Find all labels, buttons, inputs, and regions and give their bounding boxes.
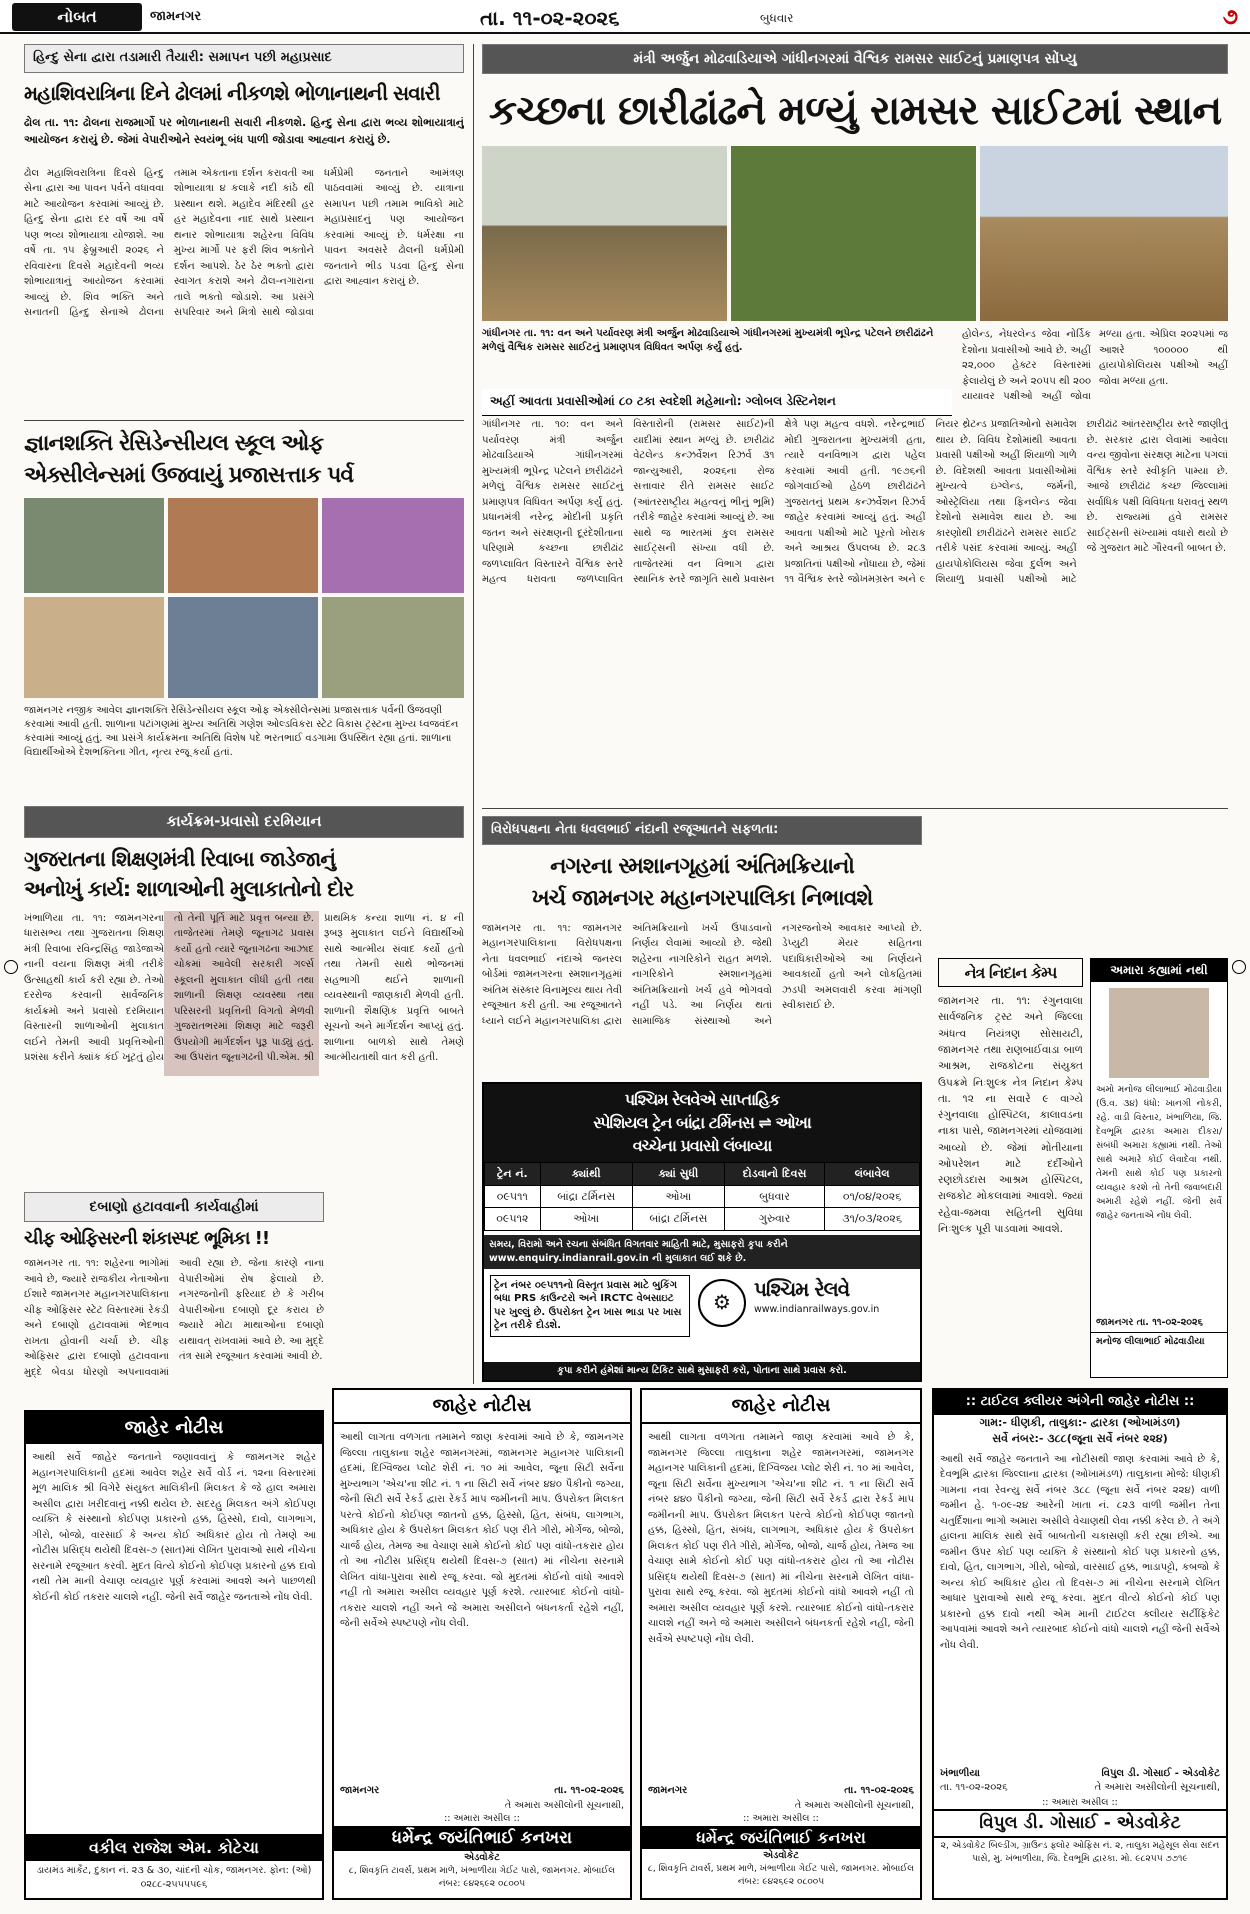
story-headline-2: એક્સીલેન્સમાં ઉજવાયું પ્રજાસત્તાક પર્વ: [24, 462, 354, 488]
story-crematorium: [482, 816, 922, 1076]
table-row: [485, 1185, 920, 1208]
story-kicker: વિરોધપક્ષના નેતા ધવલભાઈ નંદાની રજૂઆતને સફળતા:: [482, 816, 922, 845]
rail-table: [484, 1162, 920, 1232]
disclaimer-notice: [1090, 958, 1228, 1378]
notice-sub-2: સર્વે નંબર:- ૩૮૮(જૂના સર્વે નંબર ૨૨૪): [992, 1431, 1168, 1445]
col-day: દોડવાનો દિવસ: [724, 1162, 824, 1185]
story-lead: ઢોલ તા. ૧૧: ઢોલના રાજમાર્ગો પર ભોળાનાથની સવારી નીકળશે. હિન્દુ સેના દ્વારા ભવ્ય શોભાયાત્રાનું આયોજન કરાયું છે. જેમાં વેપારીઓને સ્વયંભૂ બંધ પાળી જોડાવા આહ્વાન કરાયું છે.: [24, 115, 464, 146]
rail-website: www.indianrailways.gov.in: [754, 1303, 880, 1315]
school-photo-5: [168, 597, 318, 698]
rail-brand: પશ્ચિમ રેલવે: [754, 1276, 850, 1301]
notice-address: ડાયમંડ માર્કેટ, દુકાન નં. ૨૩ & ૩૦, ચાંદની ચોક, જામનગર. ફોન: (ઓ) ૦૨૮૮-૨૫૫૫૫૯૬: [36, 1865, 312, 1891]
story-headline-2: ખર્ચ જામનગર મહાનગરપાલિકા નિભાવશે: [531, 885, 873, 911]
rail-title-3: વચ્ચેના પ્રવાસો લંબાવ્યા: [632, 1136, 772, 1156]
notice-date: તા. ૧૧-૦૨-૨૦૨૬: [940, 1782, 1008, 1794]
flamingo-photo: [980, 146, 1228, 321]
col-from: ક્યાંથી: [540, 1162, 632, 1185]
notice-client-label: :: અમારા અસીલ ::: [743, 1813, 819, 1825]
notice-body: આથી સર્વે જાહેર જનતાને જણાવવાનું કે જામનગર શહેર મહાનગરપાલિકાની હદમાં આવેલ શહેર સર્વે વોર્ડ નં. ૧૨ના વિસ્તારમાં મૂળ માલિક શ્રી વિગેરે સંયુક્ત માલિકીની મિલકત કે જે હાલ અમારા અસીલ દ્વારા ખરીદવાનું નક્કી થયેલ છે. સદરહુ મિલકત અંગે કોઈપણ વ્યક્તિ કે સંસ્થાનો કોઈપણ પ્રકારનો હક્ક, હિસ્સો, દાવો, લાગભાગ, ગીરો, બોજો, વારસાઈ કે અન્ય કોઈ અધિકાર હોય તો તેમણે આ નોટીસ પ્રસિદ્ધ થયેથી દિવસ-૭ (સાત)માં લેખિત પુરાવાઓ સાથે નીચેના સરનામે રજૂઆત કરવી. મુદત વિત્યે કોઈનો કોઈપણ પ્રકારનો હક્ક દાવો નથી તેમ માની વેચાણ વ્યવહાર પૂર્ણ કરવામાં આવશે અને પાછળથી કોઈની કોઈ તકરાર ચાલશે નહીં. જેની સર્વે જાહેર જનતાએ નોંધ લેવી.: [32, 1452, 316, 1603]
story-headline: ચીફ ઓફિસરની શંકાસ્પદ ભૂમિકા !!: [24, 1228, 270, 1250]
public-notice-mid-1: [332, 1388, 632, 1900]
cell: ૦૯૫૧૨: [485, 1208, 541, 1231]
registration-mark-icon: [1232, 960, 1246, 974]
story-shivratri: [24, 44, 464, 414]
public-notice-left: [24, 1410, 324, 1900]
notice-place: જામનગર: [648, 1785, 688, 1797]
notice-title: જાહેર નોટીસ: [26, 1412, 322, 1444]
registration-mark-icon: [4, 960, 18, 974]
notice-signer: ધર્મેન્દ્ર જયંતિભાઈ કનખરા: [334, 1826, 630, 1851]
notice-title: જાહેર નોટીસ: [642, 1390, 920, 1424]
notice-client-label: :: અમારા અસીલ ::: [444, 1813, 520, 1825]
story-banner: મંત્રી અર્જુન મોઢવાડિયાએ ગાંધીનગરમાં વૈશ્વિક રામસર સાઈટનું પ્રમાણપત્ર સોંપ્યુ: [482, 44, 1228, 74]
story-kicker: કાર્યક્રમ-પ્રવાસો દરમિયાન: [24, 806, 464, 838]
cell: ઓખા: [540, 1208, 632, 1231]
story-rivaba: [24, 806, 464, 1186]
edition-label: જામનગર: [150, 9, 202, 24]
railway-advert: [482, 1082, 922, 1382]
cell: ૩૧/૦૩/૨૦૨૬: [825, 1208, 920, 1231]
story-body: જામનગર તા. ૧૧: જામનગર મહાનગરપાલિકાના વિરોધપક્ષના નેતા ધવલભાઈ નંદાએ જનરલ બોર્ડમાં જામનગરના સ્મશાનગૃહમાં અંતિમ સંસ્કાર વિનામૂલ્ય થાય તેવી રજૂઆત કરી હતી. આ રજૂઆતને ધ્યાને લઈને મહાનગરપાલિકા દ્વારા અંતિમક્રિયાનો ખર્ચ ઉપાડવાનો નિર્ણય લેવામાં આવ્યો છે. જેથી શહેરના નાગરિકોને રાહત મળશે. નાગરિકોને સ્મશાનગૃહમાં અંતિમક્રિયાનો ખર્ચ હવે ભોગવવો નહીં પડે. આ નિર્ણય થતાં સામાજિક સંસ્થાઓ અને નગરજનોએ આવકાર આપ્યો છે. ડેપ્યુટી મેયર સહિતના પદાધિકારીઓએ આ નિર્ણયને આવકાર્યો હતો અને લોકહિતમાં ઝડપી અમલવારી કરવા માંગણી સ્વીકારાઈ છે.: [482, 922, 922, 1027]
story-kicker: હિન્દુ સેના દ્વારા તડામારી તૈયારી: સમાપન પછી મહાપ્રસાદ: [24, 44, 464, 73]
story-body: ખંભાળિયા તા. ૧૧: જામનગરના ધારાસભ્ય તથા ગુજરાતના શિક્ષણ મંત્રી રિવાબા રવિન્દ્રસિંહ જાડેજાએ નાની વયના શિક્ષણ મંત્રી તરીકે ઉત્સાહથી કાર્ય કરી રહ્યા છે. તેઓ દરરોજ કરવાની સાર્વજનિક કાર્યક્રમો અને પ્રવાસો દરમિયાન વિસ્તારની શાળાઓની મુલાકાત લઈને તેમની આવી પ્રવૃત્તિઓની પ્રશંસા કરીને ક્યાંક કંઈ ખૂટતું હોય તો તેની પૂર્તિ માટે પ્રવૃત્ત બન્યા છે. તાજેતરમાં તેમણે જૂનાગઢ પ્રવાસ કર્યો હતો ત્યારે જૂનાગઢના આઝાદ ચોકમાં આવેલી સરકારી ગર્લ્સ સ્કૂલની મુલાકાત લીધી હતી તથા શાળાની શિક્ષણ વ્યવસ્થા તથા પરિસરની પ્રવૃત્તિની વિગતો મેળવી ગુજરાતભરમાં શિક્ષણ માટે જરૂરી ઉપયોગી માર્ગદર્શન પૂરૂ પાડ્યું હતું. આ ઉપરાંત જૂનાગઢની પી.એમ. શ્રી પ્રાથમિક કન્યા શાળા નં. ૪ ની રૂબરૂ મુલાકાત લઈને વિદ્યાર્થીઓ સાથે આત્મીય સંવાદ કર્યો હતો તથા તેમની સાથે ભોજનમાં સહભાગી થઈને શાળાની વ્યવસ્થાની જાણકારી મેળવી હતી. શાળાની શૈક્ષણિક પ્રવૃત્તિ બાબતે સૂચનો અને માર્ગદર્શન આપ્યું હતું. શાળાના બાળકો સાથે તેમણે આત્મીયતાથી વાત કરી હતી.: [24, 912, 464, 1064]
rail-title-2: સ્પેશિયલ ટ્રેન બાંદ્રા ટર્મિનસ ⇌ ઓખા: [593, 1113, 811, 1133]
public-notice-mid-2: [640, 1388, 922, 1900]
notice-date: તા. ૧૧-૦૨-૨૦૨૬: [554, 1785, 624, 1797]
masthead: [0, 0, 1250, 34]
notice-note: તે અમારા અસીલોની સૂચનાથી,: [1094, 1782, 1220, 1794]
notice-address: ૨, એડવોકેટ બિલ્ડીંગ, ગ્રાઉન્ડ ફ્લોર ઓફિસ નં. ૨, તાલુકા મહેસૂલ સેવા સદન પાસે, મુ. ખંભાળીયા, જિ. દેવભૂમિ દ્વારકા. મો. ૯૮૨૫૫ ૭૭૧૯: [940, 1841, 1220, 1865]
notice-place: ખંભાળીયા: [940, 1767, 980, 1779]
story-chief-officer: [24, 1192, 324, 1402]
story-school: [24, 428, 464, 788]
notice-body: આથી લાગતા વળગતા તમામને જાણ કરવામાં આવે છે કે, જામનગર જિલ્લા તાલુકાના શહેર જામનગરમાં, જામનગર મહાનગર પાલિકાની હદમાં, દિગ્વિજય પ્લોટ શેરી નં. ૧૦ માં આવેલ, જૂના સિટી સર્વેના મુખ્યભાગ 'એચ'ના શીટ નં. ૧ ના સિટી સર્વે નંબર ૪૪૦ પૈકીનો જગ્યા, જેની સિટી સર્વે રેકર્ડ દ્વારા રેકર્ડ માપ જમીનની માપ. ઉપરોક્ત મિલકત પરત્વે કોઈનો કોઈપણ જાતનો હક્ક, હિસ્સો, હિત, સંબંધ, લાગભાગ, અધિકાર હોય કે ઉપરોક્ત મિલકત કોઈ પણ રીતે ગીરો, મોર્ગેજ, બોજો, ચાર્જ હોય, તેમજ આ વેચાણ સામે કોઈનો કોઈ પણ વાંધો-તકરાર હોય તો આ નોટીસ પ્રસિદ્ધ થયેથી દિવસ-૭ (સાત) માં નીચેના સરનામે લેખિત વાંધા-પુરાવા સાથે રજૂ કરવા. જો મુદતમાં કોઈનો વાંધો આવશે નહીં તો અમારા અસીલ વ્યવહાર પૂર્ણ કરશે. ત્યારબાદ કોઈનો વાંધો-તકરાર ચાલશે નહીં અને જે અમારા અસીલને બંધનકર્તા રહેશે નહીં, જેની સર્વેએ સ્પષ્ટપણે નોંધ લેવી.: [648, 1432, 914, 1645]
notice-place: જામનગર: [340, 1785, 380, 1797]
story-body: ગાંધીનગર તા. ૧૦: વન અને પર્યાવરણ મંત્રી અર્જુન મોઢવાડિયાએ ગાંધીનગરમાં મુખ્યમંત્રી ભૂપેન્દ્ર પટેલને છારીઢાંઢને મળેલું વૈશ્વિક રામસર સાઈટનું પ્રમાણપત્ર વિધિવત અર્પણ કર્યું હતું. પ્રધાનમંત્રી નરેન્દ્ર મોદીની પ્રકૃતિ જતન અને સંરક્ષણની દૂરંદેશીતાના પરિણામે કચ્છના છારીઢાંઢ જળપ્લાવિત વિસ્તારને વૈશ્વિક સ્તરે મહત્વ ધરાવતા જળપ્લાવિત વિસ્તારોની (રામસર સાઈટ)ની યાદીમાં સ્થાન મળ્યું છે. છારીઢાંઢ વેટલેન્ડ કન્ઝર્વેશન રિઝર્વ ૩૧ જાન્યુઆરી, ૨૦૨૬ના રોજ સત્તાવાર રીતે રામસર સાઈટ (આંતરરાષ્ટ્રીય મહત્વનું ભીનું ભૂમિ) તરીકે જાહેર કરવામાં આવ્યું છે. આ સાથે જ ભારતમાં કુલ રામસર સાઈટ્સની સંખ્યા વધી છે. તાજેતરમાં વન વિભાગ દ્વારા સ્થાનિક સ્તરે જાગૃતિ સાથે પ્રવાસન ક્ષેત્રે પણ મહત્વ વધશે. નરેન્દ્રભાઈ મોદી ગુજરાતના મુખ્યમંત્રી હતા, ત્યારે વનવિભાગ દ્વારા પહેલ કરવામાં આવી હતી. ૧૯૭૬ની જોગવાઈઓ હેઠળ છારીઢાંઢને ગુજરાતનું પ્રથમ કન્ઝર્વેશન રિઝર્વ જાહેર કરવામાં આવ્યું હતું. અહીં આવતા પક્ષીઓ માટે પૂરતો ખોરાક અને આશ્રય ઉપલબ્ધ છે. ૨૮૩ પ્રજાતિનાં પક્ષીઓ નોંધાયા છે, જેમાં ૧૧ વૈશ્વિક સ્તરે જોખમગ્રસ્ત અને ૯ નિયર થ્રેટન્ડ પ્રજાતિઓનો સમાવેશ થાય છે. વિવિધ દેશોમાંથી આવતા પ્રવાસી પક્ષીઓ અહીં શિયાળો ગાળે છે. વિદેશથી આવતા પ્રવાસીઓમાં મુખ્યત્વે ઇંગ્લેન્ડ, જર્મની, ઓસ્ટ્રેલિયા તથા ફિનલેન્ડ જેવા દેશોનો સમાવેશ થાય છે. આ કારણોથી છારીઢાંઢને રામસર સાઈટ તરીકે પસંદ કરવામાં આવ્યું. અહીં હાયપોકોલિયસ જેવા દુર્લભ અને શિયાળુ પ્રવાસી પક્ષીઓ માટે છારીઢાંઢ આંતરરાષ્ટ્રીય સ્તરે જાણીતું છે. સરકાર દ્વારા લેવામાં આવેલા વન્ય જીવોના સંરક્ષણ માટેના પગલાં વૈશ્વિક સ્તરે સ્વીકૃતિ પામ્યા છે. આજે છારીઢાંઢ કચ્છ જિલ્લામાં સર્વાધિક પક્ષી વિવિધતા ધરાવતું સ્થળ છે. રાજ્યમાં હવે રામસર સાઈટ્સની સંખ્યામાં વધારો થયો છે જે ગુજરાત માટે ગૌરવની બાબત છે.: [482, 419, 1228, 586]
col-to: ક્યાં સુધી: [632, 1162, 724, 1185]
rail-footer: કૃપા કરીને હંમેશાં માન્ય ટિકિટ સાથે મુસાફરી કરો, પોતાના સાથે પ્રવાસ કરો.: [484, 1362, 920, 1380]
story-sidebar-text: હોલેન્ડ, નેધરલેન્ડ જેવા નોર્ડિક દેશોના પ્રવાસીઓ આવે છે. અહીં ૨૨,૦૦૦ હેક્ટર વિસ્તારમાં ફેલાયેલું છે અને ૨૦૫૫ થી ૨૦૦ યાયાવર પક્ષીઓ અહીં જોવા મળ્યા હતા. એપ્રિલ ૨૦૨૫માં જ આશરે ૧૦૦૦૦૦ થી હાયપોકોલિયસ પક્ષીઓ અહીં જોવા મળ્યા હતા.: [962, 329, 1228, 403]
notice-body: આથી લાગતા વળગતા તમામને જાણ કરવામાં આવે છે કે, જામનગર જિલ્લા તાલુકાના શહેર જામનગરમાં, જામનગર મહાનગર પાલિકાની હદમાં, દિગ્વિજય પ્લોટ શેરી નં. ૧૦ માં આવેલ, જૂના સિટી સર્વેના મુખ્યભાગ 'એચ'ના શીટ નં. ૧ ના સિટી સર્વે નંબર ૪૪૦ પૈકીનો જગ્યા, જેની સિટી સર્વે રેકર્ડ દ્વારા રેકર્ડ માપ જમીનની માપ. ઉપરોક્ત મિલકત પરત્વે કોઈનો કોઈપણ જાતનો હક્ક, હિસ્સો, હિત, સંબંધ, લાગભાગ, અધિકાર હોય કે ઉપરોક્ત મિલકત કોઈ પણ રીતે ગીરો, મોર્ગેજ, બોજો, ચાર્જ હોય, તેમજ આ વેચાણ સામે કોઈનો કોઈ પણ વાંધો-તકરાર હોય તો આ નોટીસ પ્રસિદ્ધ થયેથી દિવસ-૭ (સાત) માં નીચેના સરનામે લેખિત વાંધા-પુરાવા સાથે રજૂ કરવા. જો મુદતમાં કોઈનો વાંધો આવશે નહીં તો અમારા અસીલ વ્યવહાર પૂર્ણ કરશે. ત્યારબાદ કોઈનો વાંધો-તકરાર ચાલશે નહીં અને જે અમારા અસીલને બંધનકર્તા રહેશે નહીં, જેની સર્વેએ સ્પષ્ટપણે નોંધ લેવી.: [340, 1432, 624, 1630]
notice-note: તે અમારા અસીલોની સૂચનાથી,: [794, 1799, 914, 1811]
disclaimer-signer: મનોજ લીલાભાઈ મોઢવાડીયા: [1091, 1332, 1227, 1351]
cell: ૦૯૫૧૧: [485, 1185, 541, 1208]
notice-role: એડવોકેટ: [763, 1850, 799, 1862]
notice-signer: વકીલ રાજેશ એમ. કોટેચા: [26, 1834, 322, 1861]
notice-note: તે અમારા અસીલોની સૂચનાથી,: [504, 1799, 624, 1811]
rail-info: સમય, વિરામો અને રચના સંબંધિત વિગતવાર માહિતી માટે, મુસાફરો કૃપા કરીને www.enquiry.indianrail.gov.in ની મુલાકાત લઈ શકે છે.: [484, 1235, 920, 1269]
story-headline-2: અનોખું કાર્ય: શાળાઓની મુલાકાતોનો દોર: [24, 877, 354, 902]
notice-sub-1: ગામ:- ધીણકી, તાલુકા:- દ્વારકા (ઓખામંડળ): [979, 1415, 1181, 1429]
story-headline: જ્ઞાનશક્તિ રેસિડેન્સીયલ સ્કૂલ ઓફ: [24, 431, 324, 456]
notice-date: તા. ૧૧-૦૨-૨૦૨૬: [844, 1785, 914, 1797]
story-headline: કચ્છના છારીઢાંઢને મળ્યું રામસર સાઈટમાં સ્થાન: [488, 88, 1222, 135]
cell: બુધવાર: [724, 1185, 824, 1208]
school-photo-1: [24, 498, 164, 593]
notice-title: :: ટાઈટલ ક્લીયર અંગેની જાહેર નોટીસ ::: [934, 1390, 1226, 1415]
notice-signer: ધર્મેન્દ્ર જયંતિભાઈ કનખરા: [642, 1826, 920, 1849]
photo-collage: [24, 498, 464, 698]
notice-signer: વિપુલ ડી. ગોસાઈ - એડવોકેટ: [934, 1809, 1226, 1838]
notice-client-label: :: અમારા અસીલ ::: [1042, 1796, 1118, 1808]
column-divider: [473, 44, 474, 1384]
school-photo-4: [24, 597, 164, 698]
cell: ગુરુવાર: [724, 1208, 824, 1231]
newspaper-logo: નોબત: [12, 3, 142, 31]
col-extended: લંબાવેલ: [825, 1162, 920, 1185]
story-headline: નેત્ર નિદાન કેમ્પ: [938, 958, 1083, 987]
cell: ઓખા: [632, 1185, 724, 1208]
notice-role: એડવોકેટ: [464, 1851, 500, 1863]
divider: [482, 808, 1228, 809]
rail-title-1: પશ્ચિમ રેલવેએ સાપ્તાહિક: [624, 1090, 780, 1109]
cell: ૦૧/૦૪/૨૦૨૬: [825, 1185, 920, 1208]
notice-address: ૮, શિવકૃતિ ટાવર્સ, પ્રથમ માળે, ખંભાળીયા ગેઈટ પાસે, જામનગર. મોબાઈલ નંબર: ૯૪૨૬૯૨ ૦૮૦૦૫: [647, 1864, 915, 1888]
story-body: જામનગર તા. ૧૧: શહેરના ભાગોમાં આવે છે, જ્યારે રાજકીય નેતાઓના ઈશારે જામનગર મહાનગરપાલિકાના ચીફ ઓફિસર સ્ટેટ વિસ્તારમાં રેકડી અને દબાણો હટાવવામાં ભેદભાવ રાખતા હોવાની ચર્ચા છે. ચીફ ઓફિસર દ્વારા દબાણો હટાવવાના મુદ્દે બેવડા ધોરણો અપનાવવામાં આવી રહ્યા છે. જેના કારણે નાના વેપારીઓમાં રોષ ફેલાયો છે. નગરજનોની ફરિયાદ છે કે ગરીબ વેપારીઓના દબાણો દૂર કરાય છે જ્યારે મોટા માથાઓના દબાણો યથાવત્ રાખવામાં આવે છે. આ મુદ્દે તંત્ર સામે રજૂઆત કરવામાં આવી છે.: [24, 1258, 324, 1378]
disclaimer-place-date: જામનગર તા. ૧૧-૦૨-૨૦૨૬: [1096, 1317, 1203, 1329]
notice-address: ૮, શિવકૃતિ ટાવર્સ, પ્રથમ માળે, ખંભાળીયા ગેઈટ પાસે, જામનગર. મોબાઈલ નંબર: ૯૪૨૬૯૨ ૦૮૦૦૫: [348, 1865, 616, 1889]
story-headline: ગુજરાતના શિક્ષણમંત્રી રિવાબા જાડેજાનું: [24, 846, 336, 871]
landscape-photo: [482, 146, 727, 321]
story-headline: નગરના સ્મશાનગૃહમાં અંતિમક્રિયાનો: [550, 853, 854, 879]
story-subhead: અહીં આવતા પ્રવાસીઓમાં ૮૦ ટકા સ્વદેશી મહેમાનો: ગ્લોબલ ડેસ્ટિનેશન: [482, 389, 952, 415]
story-ramsar: [482, 44, 1228, 804]
disclaimer-title: અમારા કહ્યામાં નથી: [1091, 959, 1227, 982]
page-number: ૭: [1222, 5, 1238, 30]
cell: બાંદ્રા ટર્મિનસ: [632, 1208, 724, 1231]
disclaimer-body: અમો મનોજ લીલાભાઈ મોઢવાડીયા (ઉ.વ. ૩૪) ધંધો: ખાનગી નોકરી, રહે. વાડી વિસ્તાર, ખંભાળિયા, જિ. દેવભૂમિ દ્વારકા અમારા દીકરા/સંબંધી અમારા કહ્યામાં નથી. તેઓ સાથે અમારે કોઈ લેવાદેવા નથી. તેમની સાથે કોઈ પણ પ્રકારનો વ્યવહાર કરશે તો તેની જવાબદારી અમારી રહેશે નહીં. જેની સર્વે જાહેર જનતાએ નોંધ લેવી.: [1096, 1085, 1222, 1221]
story-body: ઢોલ મહાશિવરાત્રિના દિવસે હિન્દુ સેના દ્વારા આ પાવન પર્વને વધાવવા માટે આયોજન કરવામાં આવ્યું છે. હિન્દુ સેના દ્વારા દર વર્ષે આ વર્ષે પણ ભવ્ય શોભાયાત્રા યોજાશે. આ વર્ષે તા. ૧૫ ફેબ્રુઆરી ૨૦૨૬ ને રવિવારના દિવસે મહાદેવની ભવ્ય શોભાયાત્રાનું આયોજન કરવામાં આવ્યું છે. શિવ ભક્તિ અને સનાતની હિન્દુ સેનાએ ઢોલના તમામ એકતાના દર્શન કરાવતી આ શોભાયાત્રા ૪ કલાકે નદી કાંઠે થી પ્રસ્થાન થશે. મહાદેવ મંદિરથી હર હર મહાદેવના નાદ સાથે પ્રસ્થાન થનાર શોભાયાત્રા શહેરના વિવિધ મુખ્ય માર્ગો પર ફરી શિવ ભક્તોને દર્શન આપશે. ઠેર ઠેર ભક્તો દ્વારા સ્વાગત કરાશે અને ઢોલ-નગારાના તાલે ભક્તો જોડાશે. આ પ્રસંગે સપરિવાર અને મિત્રો સાથે જોડાવા ધર્મપ્રેમી જનતાને આમંત્રણ પાઠવવામાં આવ્યું છે. યાત્રાના સમાપન પછી તમામ ભાવિકો માટે મહાપ્રસાદનું પણ આયોજન કરવામાં આવ્યું છે. ધર્મરક્ષા ના પાવન અવસરે ઢોલની ધર્મપ્રેમી જનતાને ભીડ પડવા હિન્દુ સેના દ્વારા આહ્વાન કરાયું છે.: [24, 167, 464, 319]
bird-photo: [731, 146, 976, 321]
school-photo-2: [168, 498, 318, 593]
divider: [24, 420, 464, 421]
person-photo: [1109, 988, 1209, 1078]
school-photo-6: [322, 597, 464, 698]
photo-caption: જામનગર નજીક આવેલ જ્ઞાનશક્તિ રેસિડેન્સીયલ સ્કૂલ ઓફ એક્સીલેન્સમાં પ્રજાસત્તાક પર્વની ઉજવણી કરવામાં આવી હતી. શાળાના પટાંગણમાં મુખ્ય અતિથિ ગણેશ ઓલ્ડવિકરા સ્ટેટ વિકાસ ટ્રસ્ટના મુખ્ય ધ્વજવંદન કરવામાં આવ્યું હતું. આ પ્રસંગે કાર્યક્રમના અતિથિ વિશેષ પદે ભરતભાઈ વડગામા ઉપસ્થિત રહ્યા હતાં. શાળાના વિદ્યાર્થીઓએ દેશભક્તિના ગીત, નૃત્ય રજૂ કર્યા હતાં.: [24, 704, 459, 758]
issue-date: તા. ૧૧-૦૨-૨૦૨૬: [480, 6, 620, 30]
story-headline: મહાશિવરાત્રિના દિને ઢોલમાં નીકળશે ભોળાનાથની સવારી: [24, 80, 440, 105]
issue-day: બુધવાર: [760, 11, 794, 25]
story-body: જામનગર તા. ૧૧: રંગુનવાલા સાર્વજનિક ટ્રસ્ટ અને જિલ્લા અંધત્વ નિયંત્રણ સોસાયટી, જામનગર તથા રાણબાઈવાડા બાળ આશ્રમ, રાજકોટના સંયુક્ત ઉપક્રમે નિઃશુલ્ક નેત્ર નિદાન કેમ્પ તા. ૧૨ ના સવારે ૯ વાગ્યે રંગુનવાલા હોસ્પિટલ, કાલાવડના નાકા પાસે, જામનગરમાં યોજવામાં આવ્યો છે. જેમાં મોતીયાના ઓપરેશન માટે દર્દીઓને રણછોડદાસ આશ્રમ હોસ્પિટલ, રાજકોટ મોકલવામાં આવશે. જ્યાં રહેવા-જમવા સહિતની સુવિધા નિઃશુલ્ક પૂરી પાડવામાં આવશે.: [938, 995, 1083, 1235]
railway-emblem-icon: ⚙: [698, 1279, 746, 1327]
school-photo-3: [322, 498, 464, 593]
notice-title: જાહેર નોટીસ: [334, 1390, 630, 1424]
title-clear-notice: [932, 1388, 1228, 1900]
notice-body: આથી સર્વે જાહેર જનતાને આ નોટીસથી જાણ કરવામાં આવે છે કે, દેવભૂમિ દ્વારકા જિલ્લાના દ્વારકા (ઓખામંડળ) તાલુકાના મોજે: ધીણકી ગામના નવા રેવન્યુ સર્વે નંબર ૩૮૮ (જૂના સર્વે નંબર ૨૨૪) વાળી જમીન હે. ૧-૦૯-૨૪ આરેની ખાતા નં. ૮૨૩ વાળી જમીન તેના ચતુર્દિશાના ભાગો અમારા અસીલે વેચાણથી લેવા નક્કી કરેલ છે. તે અંગે હાલના માલિક સાથે સર્વે બાબતોની ચકાસણી કરી રહ્યા છીએ. આ જમીન ઉપર કોઈ પણ વ્યક્તિ કે સંસ્થાનો કોઈ પણ પ્રકારનો હક્ક, દાવો, હિત, લાગભાગ, ગીરો, બોજો, વારસાઈ હક્ક, ભાડાપટ્ટો, કબજો કે અન્ય કોઈ અધિકાર હોય તો દિવસ-૭ માં નીચેના સરનામે લેખિત આધાર પુરાવાઓ સાથે રજૂ કરવા. મુદત વીત્યે કોઈનો કોઈ પણ પ્રકારનો હક્ક દાવો નથી એમ માની ટાઈટલ ક્લીયર સર્ટીફિકેટ આપવામાં આવશે અને ત્યારબાદ કોઈનો વાંધો ચાલશે નહીં જેની સર્વેએ નોંધ લેવી.: [940, 1453, 1220, 1651]
rail-booking: ટ્રેન નંબર ૦૯૫૧૧નો વિસ્તૃત પ્રવાસ માટે બુકિંગ બધા PRS કાઉન્ટરો અને IRCTC વેબસાઇટ પર ખુલ્લું છે. ઉપરોક્ત ટ્રેન ખાસ ભાડા પર ખાસ ટ્રેન તરીકે દોડશે.: [490, 1275, 690, 1337]
table-row: [485, 1208, 920, 1231]
col-train-no: ટ્રેન નં.: [485, 1162, 541, 1185]
photo-caption: ગાંધીનગર તા. ૧૧: વન અને પર્યાવરણ મંત્રી અર્જુન મોઢવાડિયાએ ગાંધીનગરમાં મુખ્યમંત્રી ભૂપેન્દ્ર પટેલને છારીઢાંઢને મળેલું વૈશ્વિક રામસર સાઈટનું પ્રમાણપત્ર વિધિવત અર્પણ કર્યું હતું.: [482, 328, 934, 354]
notice-signer-small: વિપુલ ડી. ગોસાઈ - એડવોકેટ: [1101, 1767, 1220, 1779]
story-kicker: દબાણો હટાવવાની કાર્યવાહીમાં: [24, 1192, 324, 1222]
cell: બાંદ્રા ટર્મિનસ: [540, 1185, 632, 1208]
story-eye-camp: [938, 958, 1083, 1378]
